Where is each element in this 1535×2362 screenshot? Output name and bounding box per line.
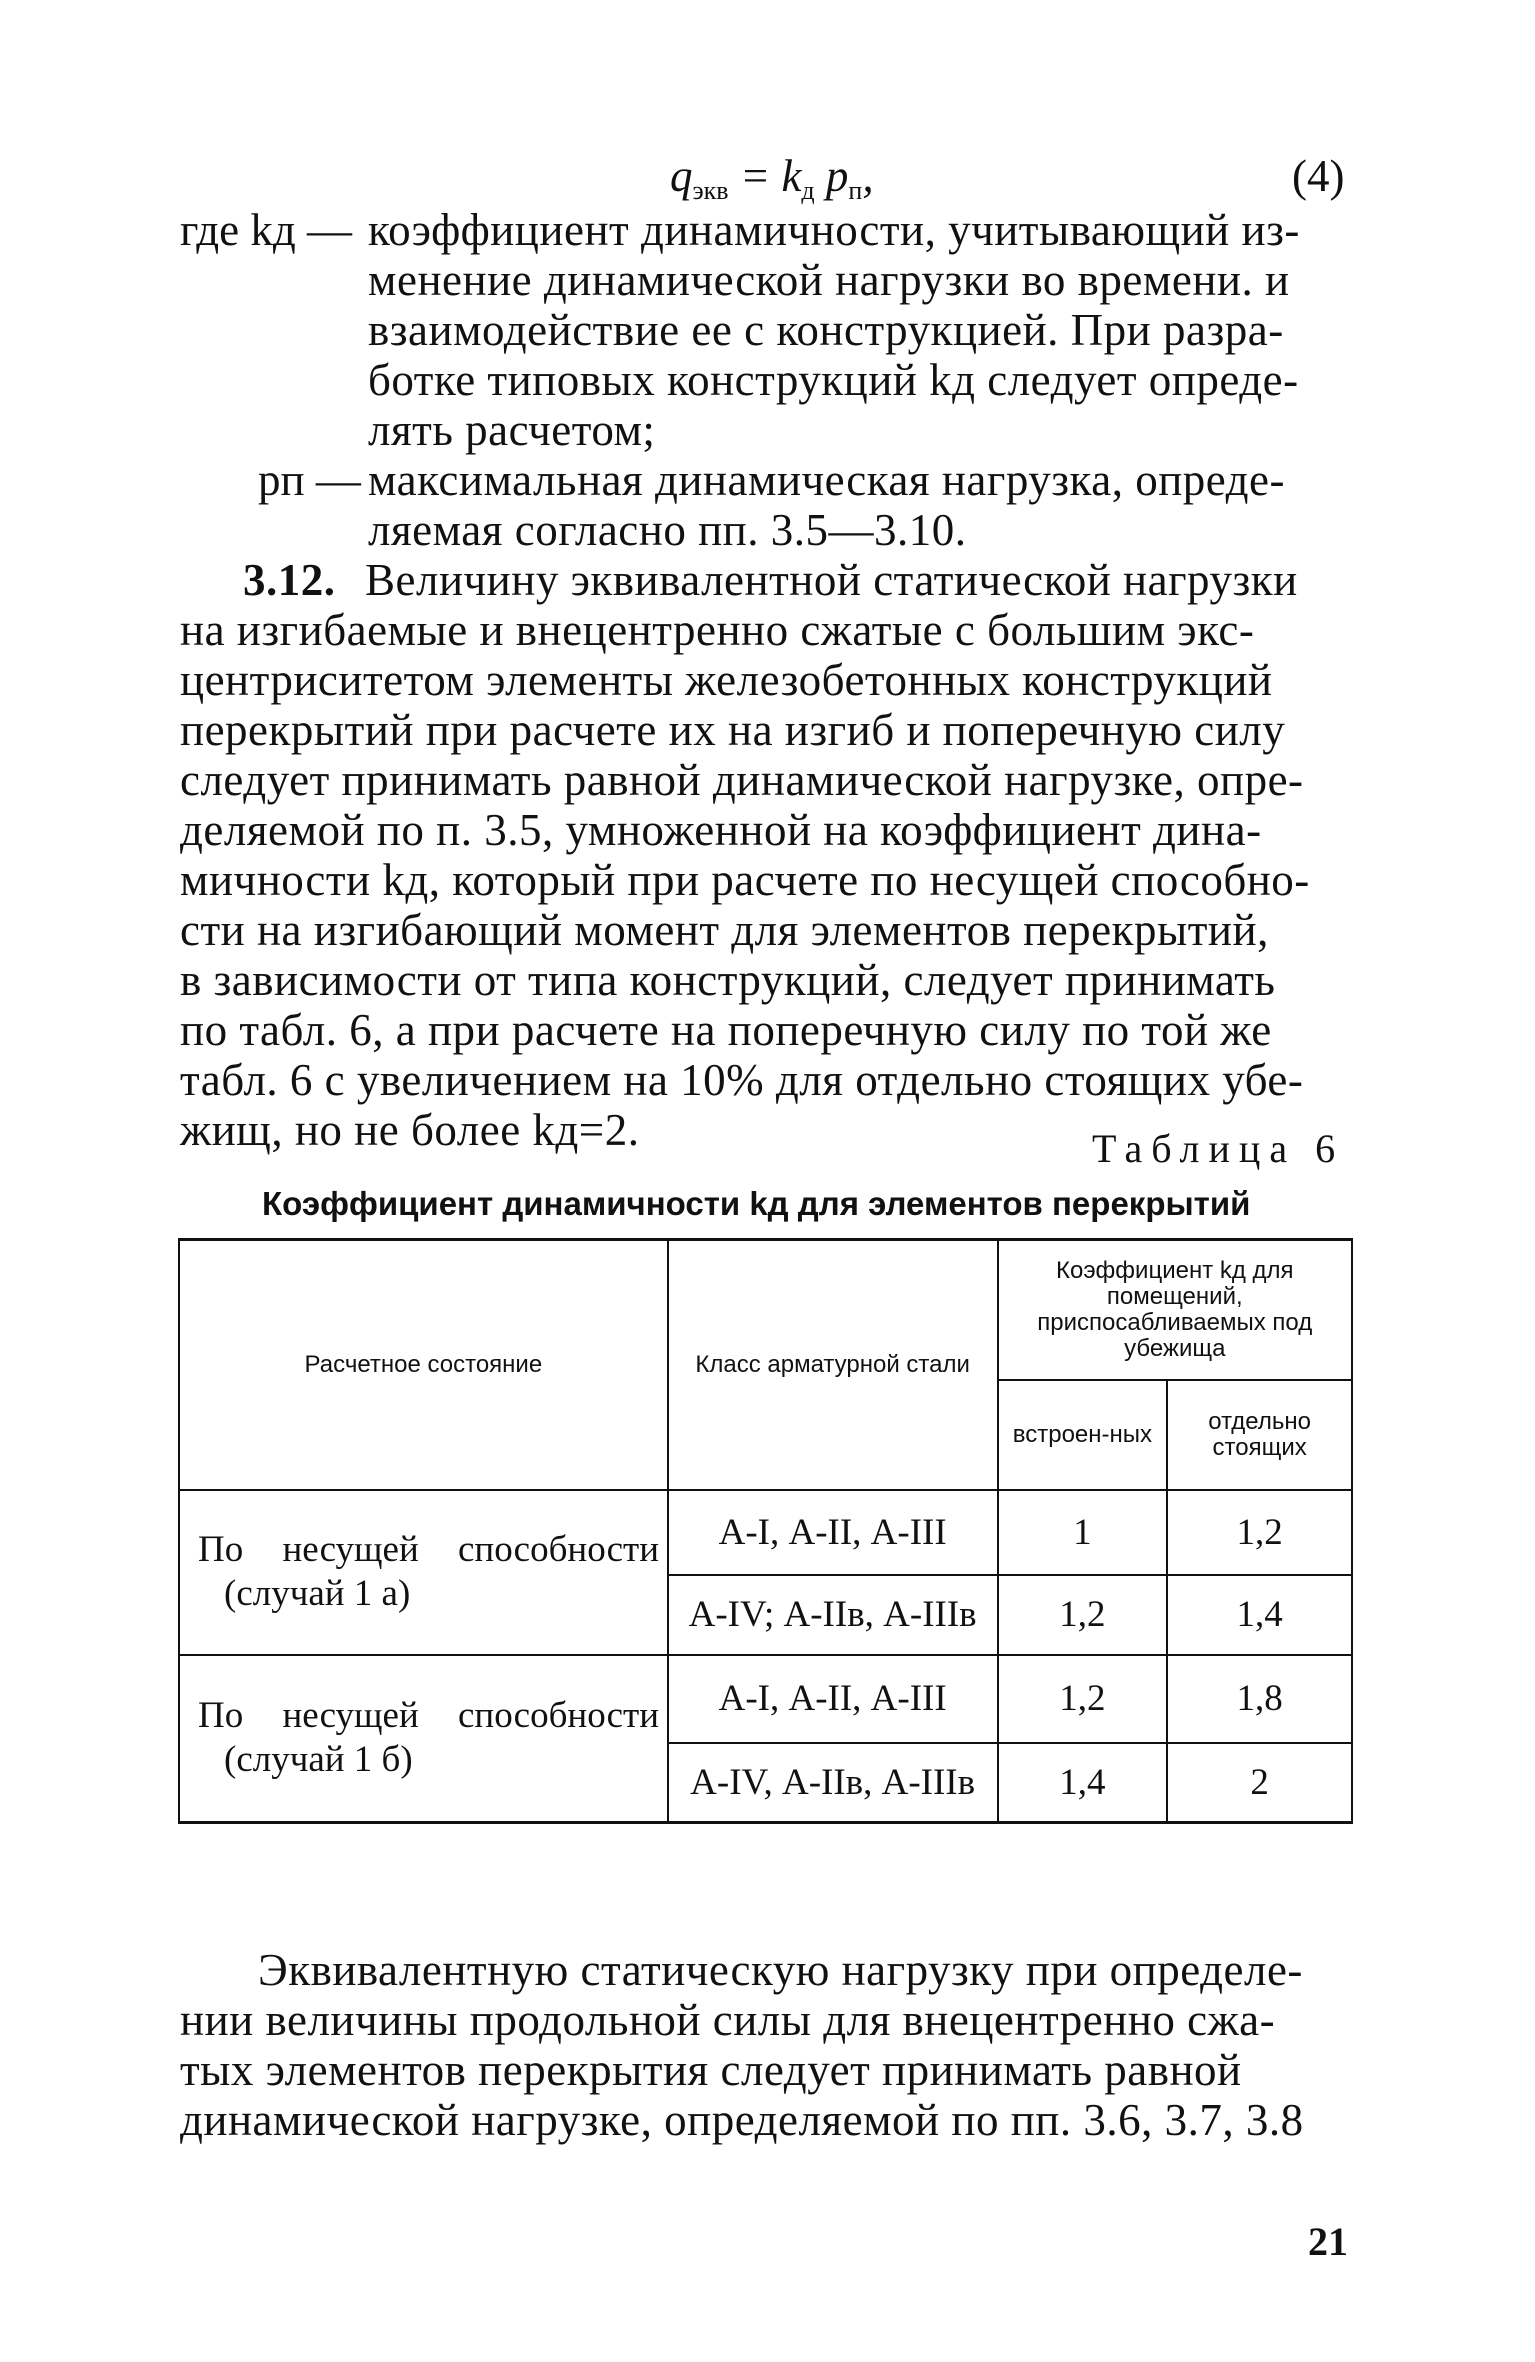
section-line: мичности kд, который при расчете по несущей способно-: [180, 855, 1310, 905]
section-number: 3.12.: [243, 555, 336, 605]
section-line: Величину эквивалентной статической нагрузки: [365, 555, 1298, 605]
header-standalone: отдельно стоящих: [1167, 1380, 1352, 1490]
definition-kd-line: взаимодействие ее с конструкцией. При разра-: [368, 305, 1284, 355]
coefficient-table: [178, 1238, 1353, 1824]
built-in-cell: 1,4: [998, 1743, 1168, 1823]
definition-pp-line: максимальная динамическая нагрузка, опреде-: [368, 455, 1286, 505]
definition-kd-line: лять расчетом;: [368, 405, 656, 455]
section-line: табл. 6 с увеличением на 10% для отдельно стоящих убе-: [180, 1055, 1304, 1105]
section-line: центриситетом элементы железобетонных конструкций: [180, 655, 1273, 705]
table-row: [179, 1490, 1352, 1575]
page-number: 21: [1308, 2219, 1348, 2264]
header-state: Расчетное состояние: [179, 1240, 668, 1490]
formula: [670, 150, 874, 206]
steel-class-cell: А-I, А-II, А-III: [668, 1490, 998, 1575]
definition-kd-symbol: где kд —: [180, 205, 352, 255]
state-case: (случай 1 б): [224, 1739, 413, 1781]
table-6: [178, 1238, 1353, 1824]
standalone-cell: 1,2: [1167, 1490, 1352, 1575]
section-line: следует принимать равной динамической нагрузке, опре-: [180, 755, 1304, 805]
steel-class-cell: А-I, А-II, А-III: [668, 1655, 998, 1743]
formula-tail: ,: [862, 151, 874, 201]
definition-kd-line: ботке типовых конструкций kд следует опреде-: [368, 355, 1299, 405]
section-line: перекрытий при расчете их на изгиб и поперечную силу: [180, 705, 1286, 755]
formula-eq-k: = k: [728, 151, 802, 201]
state-cell: [179, 1490, 668, 1655]
section-line: в зависимости от типа конструкций, следует принимать: [180, 955, 1276, 1005]
header-coefficient: Коэффициент kд для помещений, приспосабливаемых под убежища: [998, 1240, 1352, 1380]
closing-line: нии величины продольной силы для внецентренно сжа-: [180, 1995, 1276, 2045]
formula-sub-d: д: [801, 176, 815, 205]
section-line: деляемой по п. 3.5, умноженной на коэффициент дина-: [180, 805, 1262, 855]
formula-q: q: [670, 151, 693, 201]
header-built-in: встроен-ных: [998, 1380, 1168, 1490]
standalone-cell: 2: [1167, 1743, 1352, 1823]
section-line: на изгибаемые и внецентренно сжатые с большим экс-: [180, 605, 1255, 655]
equation-number: (4): [1292, 151, 1345, 201]
state-case: (случай 1 а): [224, 1573, 411, 1614]
standalone-cell: 1,4: [1167, 1575, 1352, 1655]
closing-line: динамической нагрузке, определяемой по пп. 3.6, 3.7, 3.8: [180, 2095, 1304, 2145]
table-caption: Коэффициент динамичности kд для элементов перекрытий: [262, 1185, 1251, 1222]
formula-sub-ekv: экв: [692, 176, 729, 205]
built-in-cell: 1,2: [998, 1655, 1168, 1743]
state-cell: [179, 1655, 668, 1823]
built-in-cell: 1,2: [998, 1575, 1168, 1655]
formula-sub-p: п: [848, 176, 863, 205]
formula-p: p: [814, 151, 849, 201]
definition-kd-line: менение динамической нагрузки во времени. и: [368, 255, 1290, 305]
section-line: сти на изгибающий момент для элементов перекрытий,: [180, 905, 1269, 955]
definition-pp-symbol: pп —: [258, 455, 361, 505]
table-row: [179, 1655, 1352, 1743]
section-line: по табл. 6, а при расчете на поперечную силу по той же: [180, 1005, 1272, 1055]
standalone-cell: 1,8: [1167, 1655, 1352, 1743]
state-line: По несущей способности: [198, 1695, 660, 1737]
table-label: Таблица 6: [1092, 1126, 1345, 1171]
header-steel-class: Класс арматурной стали: [668, 1240, 998, 1490]
closing-line: Эквивалентную статическую нагрузку при определе-: [258, 1945, 1303, 1995]
state-line: По несущей способности: [198, 1529, 660, 1570]
definition-kd-line: коэффициент динамичности, учитывающий из-: [368, 205, 1300, 255]
closing-line: тых элементов перекрытия следует принимать равной: [180, 2045, 1242, 2095]
built-in-cell: 1: [998, 1490, 1168, 1575]
steel-class-cell: А-IV; А-IIв, А-IIIв: [668, 1575, 998, 1655]
section-line: жищ, но не более kд=2.: [180, 1105, 640, 1155]
steel-class-cell: А-IV, А-IIв, А-IIIв: [668, 1743, 998, 1823]
definition-pp-line: ляемая согласно пп. 3.5—3.10.: [368, 505, 967, 555]
